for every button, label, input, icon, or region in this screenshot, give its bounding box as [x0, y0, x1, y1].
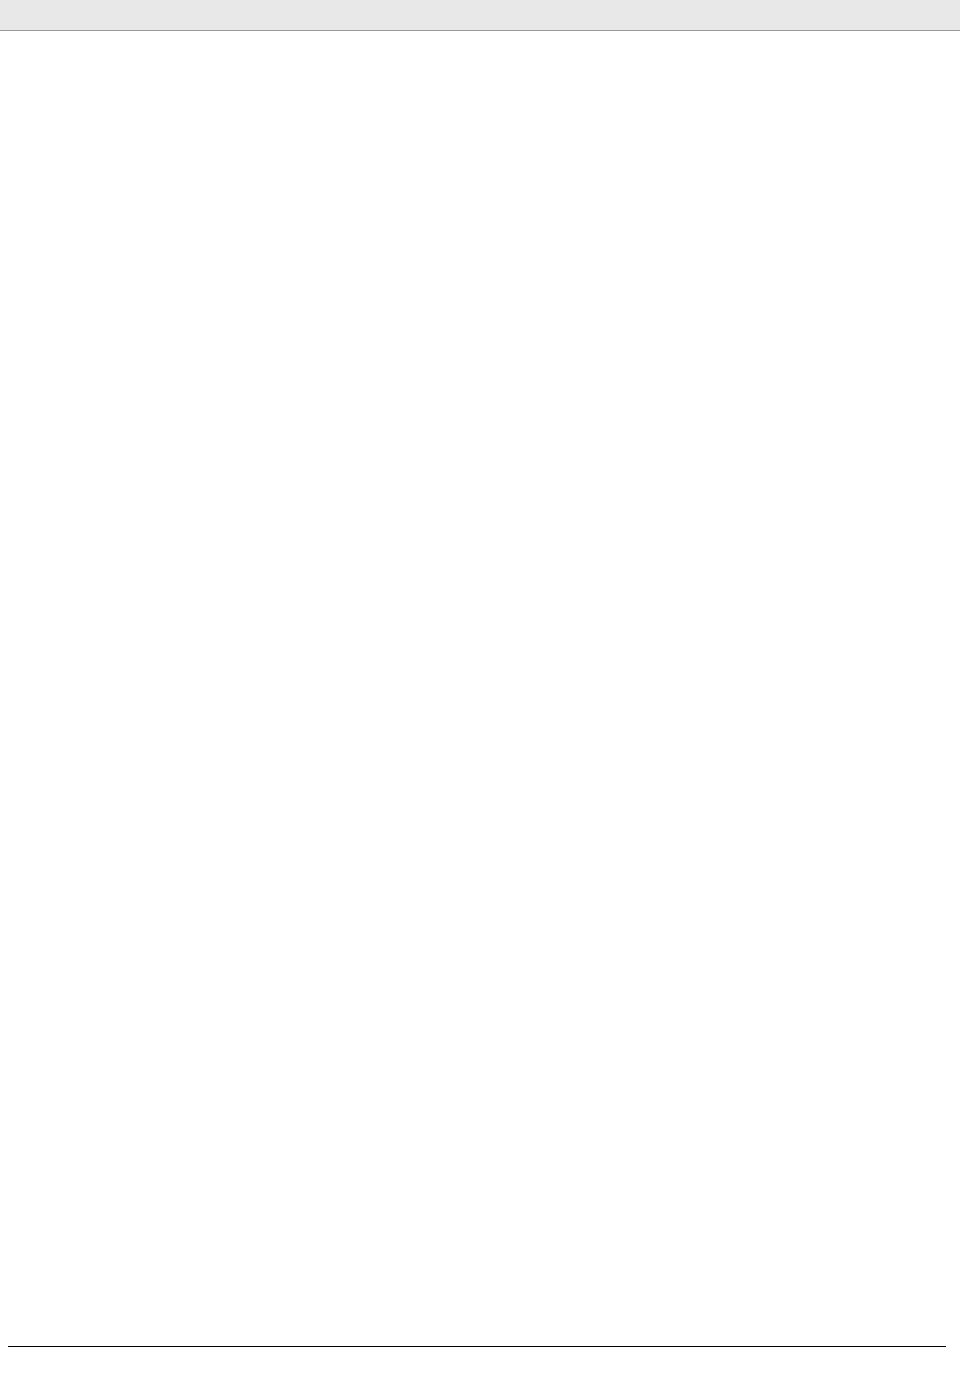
- footer-divider: [8, 1346, 946, 1347]
